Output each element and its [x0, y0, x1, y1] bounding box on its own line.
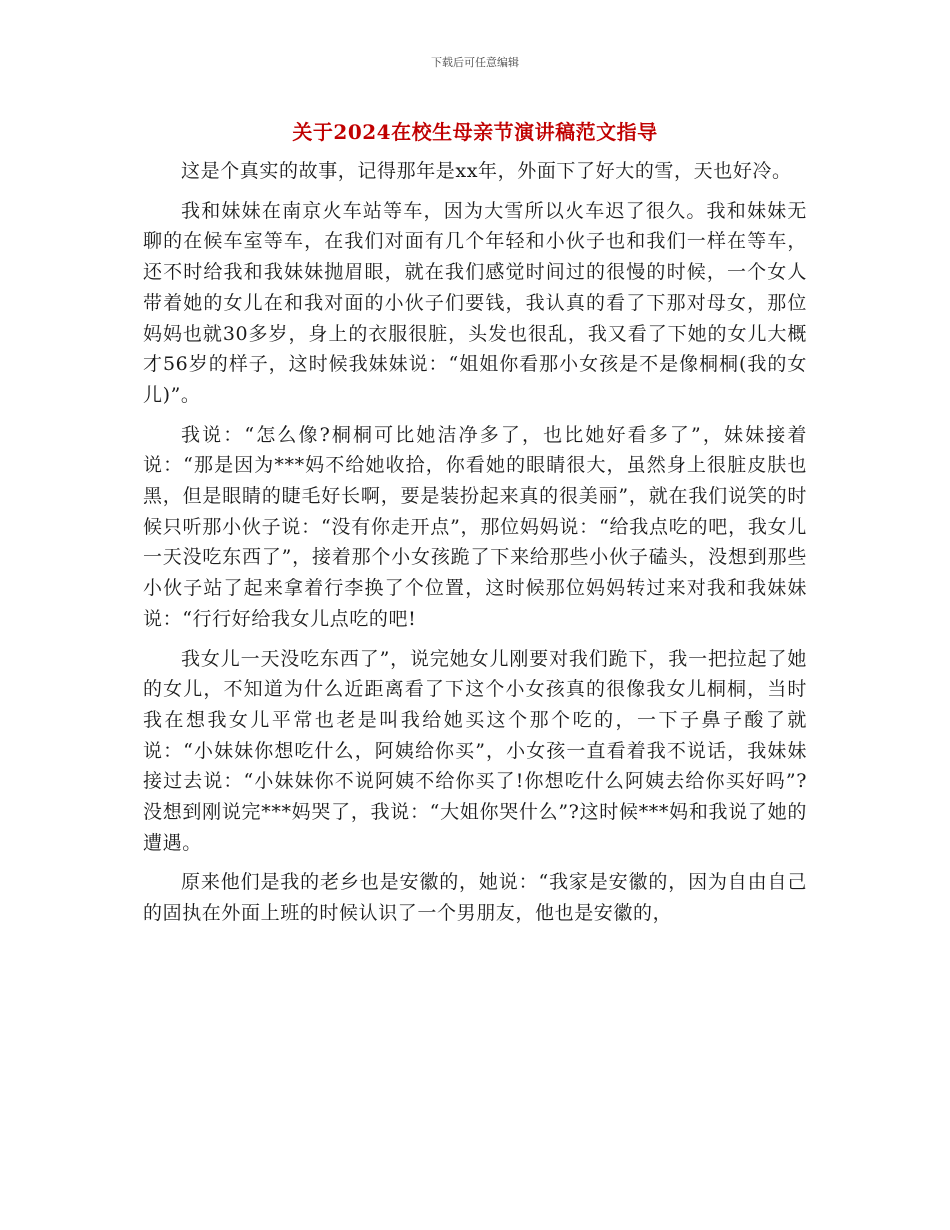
paragraph-4: 我女儿一天没吃东西了”，说完她女儿刚要对我们跪下，我一把拉起了她的女儿，不知道为什么近距离看了下这个小女孩真的很像我女儿桐桐，当时我在想我女儿平常也老是叫我给她买这个那个吃的，一下子鼻子酸了就说：“小妹妹你想吃什么，阿姨给你买”，小女孩一直看着我不说话，我妹妹接过去说：“小妹妹你不说阿姨不给你买了!你想吃什么阿姨去给你买好吗”?没想到刚说完***妈哭了，我说：“大姐你哭什么”?这时候***妈和我说了她的遭遇。	[143, 647, 807, 854]
document-body	[143, 156, 807, 938]
paragraph-3: 我说：“怎么像?桐桐可比她洁净多了，也比她好看多了”，妹妹接着说：“那是因为***妈不给她收拾，你看她的眼睛很大，虽然身上很脏皮肤也黑，但是眼睛的睫毛好长啊，要是装扮起来真的很美丽”，就在我们说笑的时候只听那小伙子说：“没有你走开点”，那位妈妈说：“给我点吃的吧，我女儿一天没吃东西了”，接着那个小女孩跪了下来给那些小伙子磕头，没想到那些小伙子站了起来拿着行李换了个位置，这时候那位妈妈转过来对我和我妹妹说：“行行好给我女儿点吃的吧!	[143, 423, 807, 630]
document-title: 关于2024在校生母亲节演讲稿范文指导	[292, 120, 658, 144]
paragraph-1: 这是个真实的故事，记得那年是xx年，外面下了好大的雪，天也好冷。	[181, 160, 792, 182]
paragraph-2: 我和妹妹在南京火车站等车，因为大雪所以火车迟了很久。我和妹妹无聊的在候车室等车，在我们对面有几个年轻和小伙子也和我们一样在等车，还不时给我和我妹妹抛眉眼，就在我们感觉时间过的很慢的时候，一个女人带着她的女儿在和我对面的小伙子们要钱，我认真的看了下那对母女，那位妈妈也就30多岁，身上的衣服很脏，头发也很乱，我又看了下她的女儿大概才56岁的样子，这时候我妹妹说：“姐姐你看那小女孩是不是像桐桐(我的女儿)”。	[143, 199, 807, 406]
header-note: 下载后可任意编辑	[431, 56, 519, 69]
paragraph-5: 原来他们是我的老乡也是安徽的，她说：“我家是安徽的，因为自由自己的固执在外面上班的时候认识了一个男朋友，他也是安徽的，	[143, 871, 807, 925]
